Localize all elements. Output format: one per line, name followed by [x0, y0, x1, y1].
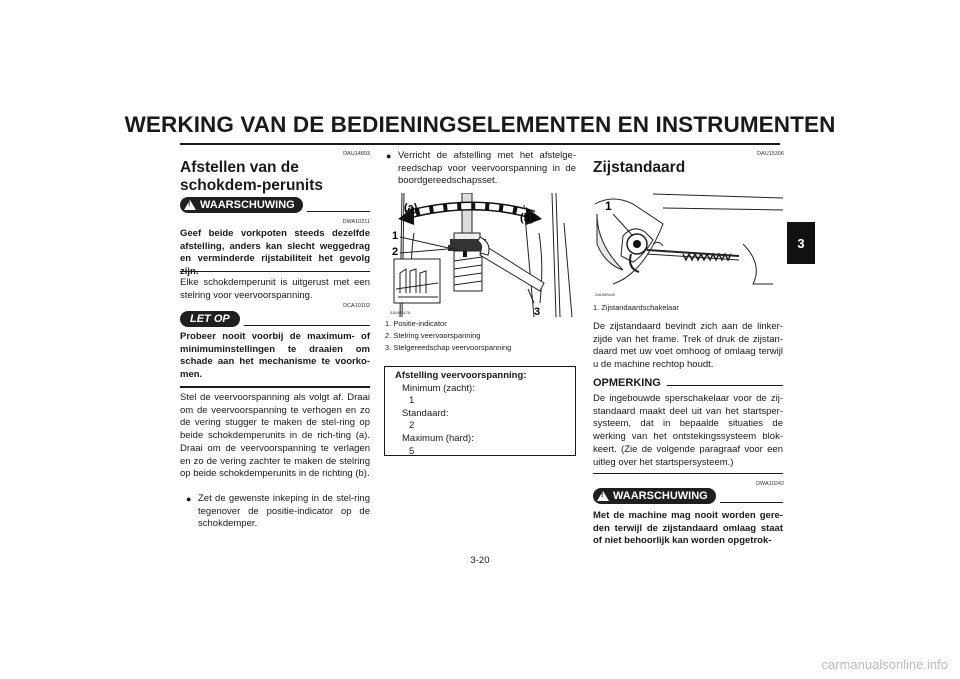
bullet-item: [186, 493, 370, 531]
caption-item: 1. Positie-indicator: [385, 319, 447, 328]
caution-end-rule: [180, 386, 370, 388]
section-code: DAU14893: [343, 151, 370, 157]
figure-code: ZAUM0170: [390, 310, 411, 315]
caption-item: 2. Stelring veervoorspanning: [385, 331, 481, 340]
figure-code: ZAUM0449: [595, 292, 616, 297]
spec-line: Minimum (zacht):: [402, 382, 475, 394]
bullet-text: Verricht de afstelling met het afstelge-reedschap voor veervoorspanning in de boordgereedschapsset.: [398, 150, 576, 187]
warning-label: WAARSCHUWING: [613, 490, 708, 502]
warning-text: Geef beide vorkpoten steeds dezelfde afstelling, anders kan slecht weggedrag en verminderde rijstabiliteit het gevolg: [180, 228, 370, 265]
spec-value: 1: [409, 395, 415, 407]
note-text: De ingebouwde sperschakelaar voor de zij-standaard maakt deel uit van het startsper-systeem, dat in bepaalde situaties de werking van het ontstekingssysteem blok-keert. (Zie de volgende paragraaf voor een uitleg over het startspersysteem.): [593, 393, 783, 468]
warning-end-rule: [180, 271, 370, 272]
section-code: DAU15306: [757, 151, 784, 157]
figure-label-1: 1: [605, 199, 612, 213]
warning-code: DWA10242: [756, 481, 784, 487]
note-label: OPMERKING: [593, 377, 661, 389]
caution-code: DCA10102: [343, 303, 370, 309]
figure-label-3: 3: [534, 306, 541, 317]
caution-text: Probeer nooit voorbij de maximum- of minimuminstellingen te draaien om schade aan het mechanisme te voorko-men.: [180, 331, 370, 381]
note-header: [593, 377, 783, 389]
page-header-title: WERKING VAN DE BEDIENINGSELEMENTEN EN INSTRUMENTEN: [124, 112, 836, 137]
note-end-rule: [593, 473, 783, 474]
caution-badge: LET OP: [180, 311, 240, 327]
caption-item: 3. Stelgereedschap veervoorspanning: [385, 343, 512, 352]
shock-absorber-figure: [384, 193, 576, 317]
spec-value: 2: [409, 420, 415, 432]
figure-label-a: (a): [404, 202, 418, 214]
page-number: 3-20: [470, 555, 490, 566]
sidestand-figure: [593, 184, 783, 300]
bullet-text: Zet de gewenste inkeping in de stel-ring tegenover de positie-indicator op de schokdemper.: [198, 493, 370, 530]
bullet-icon: ●: [386, 151, 392, 161]
figure-label-b: (b): [520, 212, 535, 224]
figure-caption: 1. Zijstandaardschakelaar: [593, 303, 679, 312]
caution-rule: [244, 325, 370, 326]
note-rule: [667, 385, 783, 386]
warning-badge: [593, 488, 716, 504]
figure-label-1: 1: [392, 230, 399, 242]
spec-line: Maximum (hard):: [402, 432, 474, 444]
warning-header: [593, 488, 783, 504]
figure-label-2: 2: [392, 246, 399, 258]
warning-triangle-icon: !: [597, 491, 609, 501]
section-title: Afstellen van de schokdem-perunits: [180, 159, 323, 194]
warning-triangle-icon: !: [184, 200, 196, 210]
instruction-text: Stel de veervoorspanning als volgt af. Draai om de veervoorspanning te verhogen en zo de vering stugger te maken de stel-ring op beide schokdemperunits in de rich-ting (a). Draai om de veervoorspanning te verlagen en zo de vering zachter te maken de stelring op beide schokdemperunits in de richting (b).: [180, 392, 370, 480]
shock-absorber-illustration: [384, 193, 576, 317]
warning-text: Met de machine mag nooit worden gere-den terwijl de zijstandaard omlaag staat of niet behoorlijk kan worden opgetrok-: [593, 510, 783, 547]
warning-code: DWA10211: [342, 219, 370, 225]
chapter-tab: 3: [787, 222, 815, 264]
body-text: De zijstandaard bevindt zich aan de linker-zijde van het frame. Trek of druk de zijstan-daard met uw voet omhoog of omlaag terwijl u de machine rechtop houdt.: [593, 321, 783, 371]
header-rule: [180, 143, 780, 145]
warning-rule: [307, 211, 370, 212]
spec-title: Afstelling veervoorspanning:: [395, 370, 527, 381]
spec-line: Standaard:: [402, 407, 449, 419]
sidestand-illustration: [593, 184, 783, 300]
warning-label: WAARSCHUWING: [200, 199, 295, 211]
bullet-item: [386, 150, 576, 188]
site-watermark: carmanualsonline.info: [821, 657, 948, 672]
spec-value: 5: [409, 445, 415, 457]
figure-captions: [385, 318, 575, 354]
warning-header: [180, 197, 370, 213]
warning-badge: [180, 197, 303, 213]
warning-rule: [720, 502, 783, 503]
spec-box: [384, 366, 576, 456]
bullet-icon: ●: [186, 494, 192, 504]
intro-text: Elke schokdemperunit is uitgerust met een stelring voor veervoorspanning.: [180, 277, 370, 301]
caution-header: [180, 311, 370, 327]
section-title: Zijstandaard: [593, 159, 686, 176]
